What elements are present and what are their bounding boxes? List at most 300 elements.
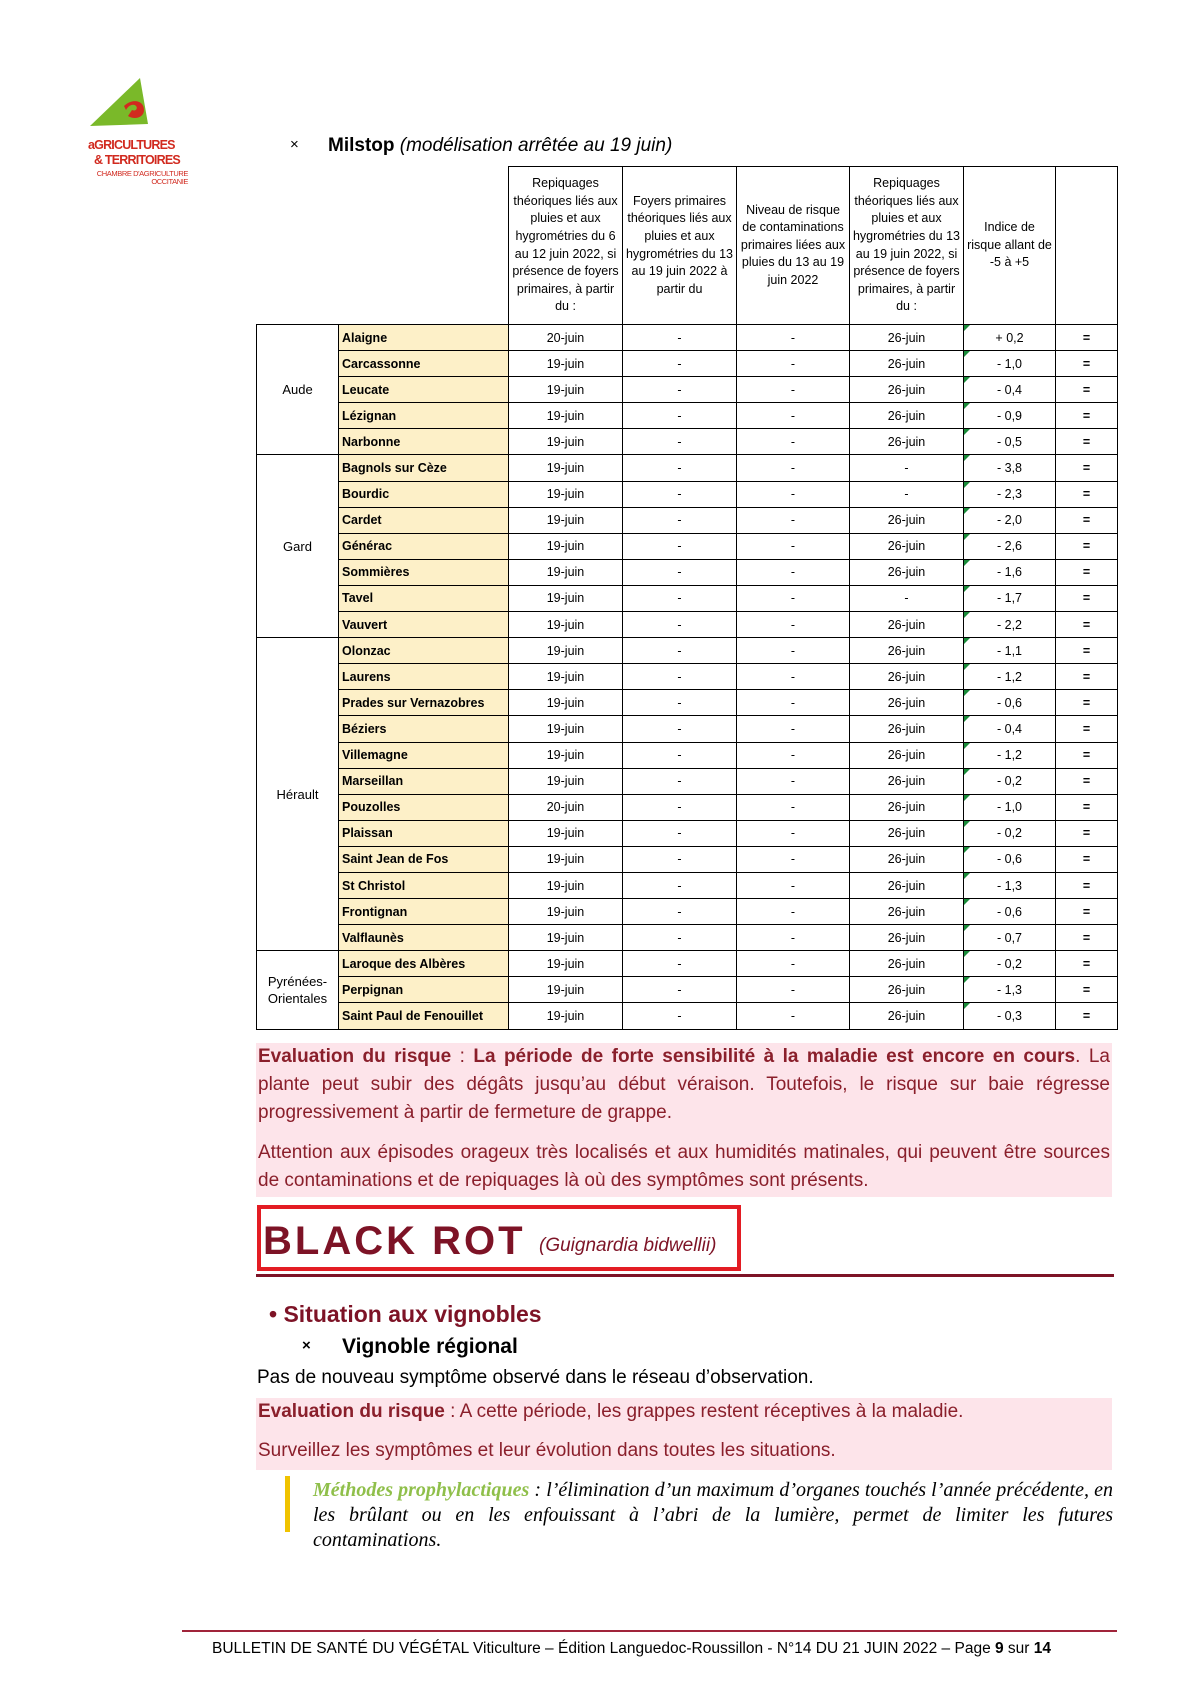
trend-cell: = <box>1056 585 1118 611</box>
header-cell: Repiquages théoriques liés aux pluies et aux hygrométries du 6 au 12 juin 2022, si présence de foyers primaires, à partir du : <box>509 167 623 325</box>
date-cell: 19-juin <box>509 585 623 611</box>
comment-marker-icon <box>964 821 970 827</box>
comment-marker-icon <box>964 403 970 409</box>
station-cell: Villemagne <box>339 742 509 768</box>
trend-cell: = <box>1056 768 1118 794</box>
table-row <box>257 925 1118 951</box>
comment-marker-icon <box>964 690 970 696</box>
risk-index-value: - 0,5 <box>996 434 1022 449</box>
date-cell: 26-juin <box>850 925 964 951</box>
date-cell: 26-juin <box>850 716 964 742</box>
region-cell: Hérault <box>257 638 339 951</box>
table-row <box>257 1003 1118 1029</box>
comment-marker-icon <box>964 873 970 879</box>
risk-index-value: - 2,2 <box>996 617 1022 632</box>
value-cell: - <box>623 1003 737 1029</box>
station-cell: Perpignan <box>339 977 509 1003</box>
header-cell: Foyers primaires théoriques liés aux pluies et aux hygrométries du 13 au 19 juin 2022 à partir du <box>623 167 737 325</box>
station-cell: Carcassonne <box>339 351 509 377</box>
value-cell: - <box>737 638 850 664</box>
station-cell: Bagnols sur Cèze <box>339 455 509 481</box>
table-row <box>257 585 1118 611</box>
prophylaxis-body: : l’élimination d’un maximum d’organes touchés l’année précédente, en les brûlant ou en les enfouissant à l’abri de la lumière, permet de limiter les futures contaminations. <box>313 1479 1113 1551</box>
date-cell: 26-juin <box>850 872 964 898</box>
date-cell: 19-juin <box>509 612 623 638</box>
value-cell: - <box>737 429 850 455</box>
trend-cell: = <box>1056 820 1118 846</box>
date-cell: 19-juin <box>509 846 623 872</box>
trend-cell: = <box>1056 846 1118 872</box>
value-cell: - <box>623 872 737 898</box>
date-cell: 26-juin <box>850 377 964 403</box>
table-row <box>257 768 1118 794</box>
risk-index-cell <box>964 872 1056 898</box>
risk-index-value: - 0,7 <box>996 930 1022 945</box>
station-cell: Leucate <box>339 377 509 403</box>
risk-index-value: - 0,6 <box>996 695 1022 710</box>
risk-index-value: - 1,1 <box>996 643 1022 658</box>
risk-index-value: - 0,2 <box>996 956 1022 971</box>
station-cell: Laroque des Albères <box>339 951 509 977</box>
risk-index-cell <box>964 716 1056 742</box>
value-cell: - <box>737 559 850 585</box>
risk-index-cell <box>964 1003 1056 1029</box>
value-cell: - <box>623 377 737 403</box>
trend-cell: = <box>1056 899 1118 925</box>
risk-index-value: - 0,2 <box>996 826 1022 841</box>
comment-marker-icon <box>964 612 970 618</box>
date-cell: 26-juin <box>850 403 964 429</box>
comment-marker-icon <box>964 455 970 461</box>
trend-cell: = <box>1056 872 1118 898</box>
trend-cell: = <box>1056 716 1118 742</box>
date-cell: 26-juin <box>850 1003 964 1029</box>
date-cell: 26-juin <box>850 559 964 585</box>
observation-text: Pas de nouveau symptôme observé dans le réseau d’observation. <box>257 1367 814 1388</box>
eval2-label: Evaluation du risque <box>258 1401 445 1422</box>
date-cell: 26-juin <box>850 507 964 533</box>
risk-index-cell <box>964 481 1056 507</box>
risk-evaluation-text <box>258 1043 1110 1127</box>
trend-cell: = <box>1056 690 1118 716</box>
station-cell: Plaissan <box>339 820 509 846</box>
date-cell: 19-juin <box>509 951 623 977</box>
risk-index-cell <box>964 325 1056 351</box>
value-cell: - <box>737 794 850 820</box>
logo-line2: & TERRITOIRES <box>94 153 180 167</box>
date-cell: 19-juin <box>509 977 623 1003</box>
date-cell: 26-juin <box>850 951 964 977</box>
value-cell: - <box>623 664 737 690</box>
value-cell: - <box>623 768 737 794</box>
eval-label: Evaluation du risque <box>258 1046 452 1067</box>
value-cell: - <box>623 925 737 951</box>
prophylaxis-text <box>313 1478 1113 1553</box>
table-row <box>257 612 1118 638</box>
risk-index-cell <box>964 742 1056 768</box>
date-cell: 26-juin <box>850 794 964 820</box>
date-cell: 26-juin <box>850 768 964 794</box>
date-cell: 19-juin <box>509 768 623 794</box>
comment-marker-icon <box>964 560 970 566</box>
station-cell: Vauvert <box>339 612 509 638</box>
date-cell: 19-juin <box>509 481 623 507</box>
value-cell: - <box>623 846 737 872</box>
date-cell: 26-juin <box>850 690 964 716</box>
risk-index-value: - 1,3 <box>996 982 1022 997</box>
vignoble-regional-text: Vignoble régional <box>342 1335 518 1358</box>
value-cell: - <box>737 664 850 690</box>
trend-cell: = <box>1056 455 1118 481</box>
trend-cell: = <box>1056 977 1118 1003</box>
value-cell: - <box>737 325 850 351</box>
trend-cell: = <box>1056 638 1118 664</box>
trend-cell: = <box>1056 507 1118 533</box>
table-row <box>257 794 1118 820</box>
table-row <box>257 977 1118 1003</box>
risk-index-cell <box>964 612 1056 638</box>
logo-line1: aGRICULTURES <box>88 138 175 152</box>
table-row <box>257 559 1118 585</box>
comment-marker-icon <box>964 482 970 488</box>
cross-bullet-icon: × <box>290 136 299 153</box>
table-row <box>257 533 1118 559</box>
date-cell: 26-juin <box>850 429 964 455</box>
value-cell: - <box>737 951 850 977</box>
comment-marker-icon <box>964 743 970 749</box>
milstop-title <box>328 135 672 157</box>
risk-index-cell <box>964 377 1056 403</box>
comment-marker-icon <box>964 429 970 435</box>
risk-index-cell <box>964 638 1056 664</box>
value-cell: - <box>623 716 737 742</box>
value-cell: - <box>737 690 850 716</box>
risk-index-value: - 0,6 <box>996 904 1022 919</box>
table-row <box>257 638 1118 664</box>
comment-marker-icon <box>964 899 970 905</box>
risk-index-cell <box>964 690 1056 716</box>
risk-index-cell <box>964 664 1056 690</box>
value-cell: - <box>623 351 737 377</box>
footer-page: 9 <box>995 1640 1004 1657</box>
station-cell: Laurens <box>339 664 509 690</box>
risk-index-cell <box>964 977 1056 1003</box>
trend-cell: = <box>1056 377 1118 403</box>
station-cell: Valflaunès <box>339 925 509 951</box>
risk-index-value: - 1,2 <box>996 669 1022 684</box>
date-cell: 26-juin <box>850 664 964 690</box>
eval-sep: : <box>451 1046 474 1067</box>
station-cell: Bourdic <box>339 481 509 507</box>
risk-index-cell <box>964 951 1056 977</box>
risk-index-cell <box>964 846 1056 872</box>
comment-marker-icon <box>964 325 970 331</box>
table-row <box>257 507 1118 533</box>
trend-cell: = <box>1056 351 1118 377</box>
date-cell: 26-juin <box>850 612 964 638</box>
table-row <box>257 742 1118 768</box>
date-cell: 26-juin <box>850 638 964 664</box>
footer-divider <box>182 1630 1117 1632</box>
table-row <box>257 690 1118 716</box>
risk-index-cell <box>964 768 1056 794</box>
table-row <box>257 899 1118 925</box>
table-header-row <box>257 167 1118 325</box>
risk-index-cell <box>964 925 1056 951</box>
logo-mark-icon <box>88 76 168 136</box>
trend-cell: = <box>1056 794 1118 820</box>
risk-index-value: - 1,3 <box>996 878 1022 893</box>
value-cell: - <box>737 403 850 429</box>
header-cell: Niveau de risque de contaminations primaires liées aux pluies du 13 au 19 juin 2022 <box>737 167 850 325</box>
risk-index-cell <box>964 585 1056 611</box>
date-cell: 26-juin <box>850 820 964 846</box>
date-cell: 26-juin <box>850 846 964 872</box>
comment-marker-icon <box>964 1003 970 1009</box>
risk-index-cell <box>964 533 1056 559</box>
trend-cell: = <box>1056 403 1118 429</box>
table-row <box>257 716 1118 742</box>
risk-index-value: - 0,4 <box>996 382 1022 397</box>
footer-text: BULLETIN DE SANTÉ DU VÉGÉTAL Viticulture – Édition Languedoc-Roussillon - N°14 DU 21 JUIN 2022 – Page <box>212 1640 995 1657</box>
value-cell: - <box>623 325 737 351</box>
risk-index-value: - 0,4 <box>996 721 1022 736</box>
date-cell: 19-juin <box>509 351 623 377</box>
trend-cell: = <box>1056 742 1118 768</box>
date-cell: 26-juin <box>850 351 964 377</box>
date-cell: - <box>850 455 964 481</box>
cross-bullet-icon: × <box>302 1337 311 1354</box>
date-cell: 19-juin <box>509 872 623 898</box>
risk-index-value: - 2,0 <box>996 513 1022 528</box>
station-cell: Saint Jean de Fos <box>339 846 509 872</box>
comment-marker-icon <box>964 664 970 670</box>
table-row <box>257 820 1118 846</box>
risk-index-cell <box>964 794 1056 820</box>
risk-index-value: - 2,3 <box>996 487 1022 502</box>
trend-cell: = <box>1056 429 1118 455</box>
value-cell: - <box>737 351 850 377</box>
page-footer <box>212 1640 1051 1658</box>
risk-index-value: - 3,8 <box>996 461 1022 476</box>
comment-marker-icon <box>964 638 970 644</box>
value-cell: - <box>623 794 737 820</box>
value-cell: - <box>737 872 850 898</box>
value-cell: - <box>623 899 737 925</box>
table-body <box>257 325 1118 1030</box>
table-row <box>257 455 1118 481</box>
date-cell: 19-juin <box>509 559 623 585</box>
date-cell: 19-juin <box>509 899 623 925</box>
note-bar <box>285 1476 290 1532</box>
risk-index-cell <box>964 455 1056 481</box>
comment-marker-icon <box>964 534 970 540</box>
station-cell: Générac <box>339 533 509 559</box>
station-cell: Saint Paul de Fenouillet <box>339 1003 509 1029</box>
value-cell: - <box>623 585 737 611</box>
value-cell: - <box>623 612 737 638</box>
station-cell: Cardet <box>339 507 509 533</box>
risk-index-cell <box>964 429 1056 455</box>
eval-rest: . La plante peut subir des dégâts jusqu’au début véraison. Toutefois, le risque sur baie régresse progressivement à partir de fermeture de grappe. <box>258 1046 1110 1123</box>
value-cell: - <box>623 481 737 507</box>
date-cell: 20-juin <box>509 325 623 351</box>
value-cell: - <box>623 559 737 585</box>
comment-marker-icon <box>964 977 970 983</box>
risk-index-cell <box>964 559 1056 585</box>
prophylaxis-label: Méthodes prophylactiques <box>313 1479 530 1501</box>
risk-index-cell <box>964 403 1056 429</box>
value-cell: - <box>737 507 850 533</box>
value-cell: - <box>737 377 850 403</box>
value-cell: - <box>737 716 850 742</box>
value-cell: - <box>623 507 737 533</box>
value-cell: - <box>623 977 737 1003</box>
value-cell: - <box>737 455 850 481</box>
date-cell: - <box>850 481 964 507</box>
station-cell: Pouzolles <box>339 794 509 820</box>
date-cell: 19-juin <box>509 429 623 455</box>
risk-index-value: - 1,6 <box>996 565 1022 580</box>
milstop-risk-table <box>256 166 1118 1030</box>
value-cell: - <box>737 585 850 611</box>
station-cell: Béziers <box>339 716 509 742</box>
station-cell: Tavel <box>339 585 509 611</box>
value-cell: - <box>623 455 737 481</box>
comment-marker-icon <box>964 795 970 801</box>
value-cell: - <box>737 742 850 768</box>
value-cell: - <box>737 977 850 1003</box>
station-cell: Prades sur Vernazobres <box>339 690 509 716</box>
value-cell: - <box>623 638 737 664</box>
value-cell: - <box>623 820 737 846</box>
risk-warning-text: Attention aux épisodes orageux très localisés et aux humidités matinales, qui peuvent être sources de contaminations et de repiquages là où des symptômes sont présents. <box>258 1142 1110 1191</box>
comment-marker-icon <box>964 716 970 722</box>
value-cell: - <box>737 846 850 872</box>
risk-index-value: - 0,9 <box>996 408 1022 423</box>
situation-heading: • Situation aux vignobles <box>269 1301 542 1327</box>
risk-evaluation-box <box>256 1043 1112 1197</box>
black-rot-advice-text: Surveillez les symptômes et leur évolution dans toutes les situations. <box>258 1440 836 1461</box>
date-cell: 19-juin <box>509 638 623 664</box>
comment-marker-icon <box>964 951 970 957</box>
value-cell: - <box>623 403 737 429</box>
table-row <box>257 429 1118 455</box>
date-cell: 19-juin <box>509 455 623 481</box>
station-cell: Sommières <box>339 559 509 585</box>
table-row <box>257 351 1118 377</box>
station-cell: Narbonne <box>339 429 509 455</box>
date-cell: 20-juin <box>509 794 623 820</box>
black-rot-title-frame <box>257 1205 741 1271</box>
value-cell: - <box>737 533 850 559</box>
region-cell: Aude <box>257 325 339 455</box>
date-cell: 19-juin <box>509 403 623 429</box>
logo-line3: CHAMBRE D'AGRICULTURE OCCITANIE <box>96 169 188 186</box>
date-cell: 26-juin <box>850 325 964 351</box>
comment-marker-icon <box>964 351 970 357</box>
risk-index-value: + 0,2 <box>995 330 1024 345</box>
trend-cell: = <box>1056 533 1118 559</box>
trend-cell: = <box>1056 951 1118 977</box>
station-cell: St Christol <box>339 872 509 898</box>
comment-marker-icon <box>964 769 970 775</box>
risk-index-value: - 2,6 <box>996 539 1022 554</box>
chamber-logo <box>88 76 192 188</box>
eval2-rest: : A cette période, les grappes restent réceptives à la maladie. <box>444 1401 964 1422</box>
station-cell: Marseillan <box>339 768 509 794</box>
date-cell: 19-juin <box>509 690 623 716</box>
risk-index-cell <box>964 507 1056 533</box>
station-cell: Alaigne <box>339 325 509 351</box>
trend-cell: = <box>1056 612 1118 638</box>
table-row <box>257 325 1118 351</box>
date-cell: 19-juin <box>509 820 623 846</box>
header-cell: Indice de risque allant de -5 à +5 <box>964 167 1056 325</box>
milstop-title-text: Milstop <box>328 135 395 156</box>
date-cell: 19-juin <box>509 533 623 559</box>
section-divider <box>256 1274 1114 1277</box>
header-cell <box>1056 167 1118 325</box>
value-cell: - <box>623 429 737 455</box>
black-rot-evaluation-text <box>258 1398 1110 1425</box>
trend-cell: = <box>1056 1003 1118 1029</box>
date-cell: 19-juin <box>509 925 623 951</box>
date-cell: - <box>850 585 964 611</box>
risk-index-value: - 1,0 <box>996 356 1022 371</box>
trend-cell: = <box>1056 325 1118 351</box>
region-cell: Pyrénées- Orientales <box>257 951 339 1029</box>
value-cell: - <box>737 768 850 794</box>
date-cell: 19-juin <box>509 507 623 533</box>
value-cell: - <box>737 1003 850 1029</box>
table-row <box>257 872 1118 898</box>
date-cell: 26-juin <box>850 977 964 1003</box>
date-cell: 26-juin <box>850 742 964 768</box>
header-blank-station <box>339 167 509 325</box>
footer-of: sur <box>1003 1640 1034 1657</box>
date-cell: 19-juin <box>509 664 623 690</box>
risk-index-cell <box>964 820 1056 846</box>
station-cell: Lézignan <box>339 403 509 429</box>
black-rot-subtitle: (Guignardia bidwellii) <box>539 1235 717 1256</box>
milstop-subtitle: (modélisation arrêtée au 19 juin) <box>399 135 673 156</box>
region-cell: Gard <box>257 455 339 638</box>
value-cell: - <box>623 742 737 768</box>
date-cell: 19-juin <box>509 742 623 768</box>
value-cell: - <box>623 690 737 716</box>
risk-index-value: - 0,6 <box>996 852 1022 867</box>
comment-marker-icon <box>964 377 970 383</box>
black-rot-evaluation-box <box>256 1398 1112 1470</box>
trend-cell: = <box>1056 481 1118 507</box>
value-cell: - <box>737 612 850 638</box>
value-cell: - <box>623 951 737 977</box>
black-rot-title: BLACK ROT <box>263 1219 526 1263</box>
risk-index-value: - 1,0 <box>996 800 1022 815</box>
eval-bold: La période de forte sensibilité à la maladie est encore en cours <box>473 1046 1076 1067</box>
table-row <box>257 664 1118 690</box>
header-cell: Repiquages théoriques liés aux pluies et aux hygrométries du 13 au 19 juin 2022, si présence de foyers primaires, à partir du : <box>850 167 964 325</box>
station-cell: Frontignan <box>339 899 509 925</box>
table-row <box>257 403 1118 429</box>
date-cell: 26-juin <box>850 533 964 559</box>
trend-cell: = <box>1056 664 1118 690</box>
header-blank-region <box>257 167 339 325</box>
table-row <box>257 481 1118 507</box>
footer-total: 14 <box>1033 1640 1052 1657</box>
value-cell: - <box>623 533 737 559</box>
